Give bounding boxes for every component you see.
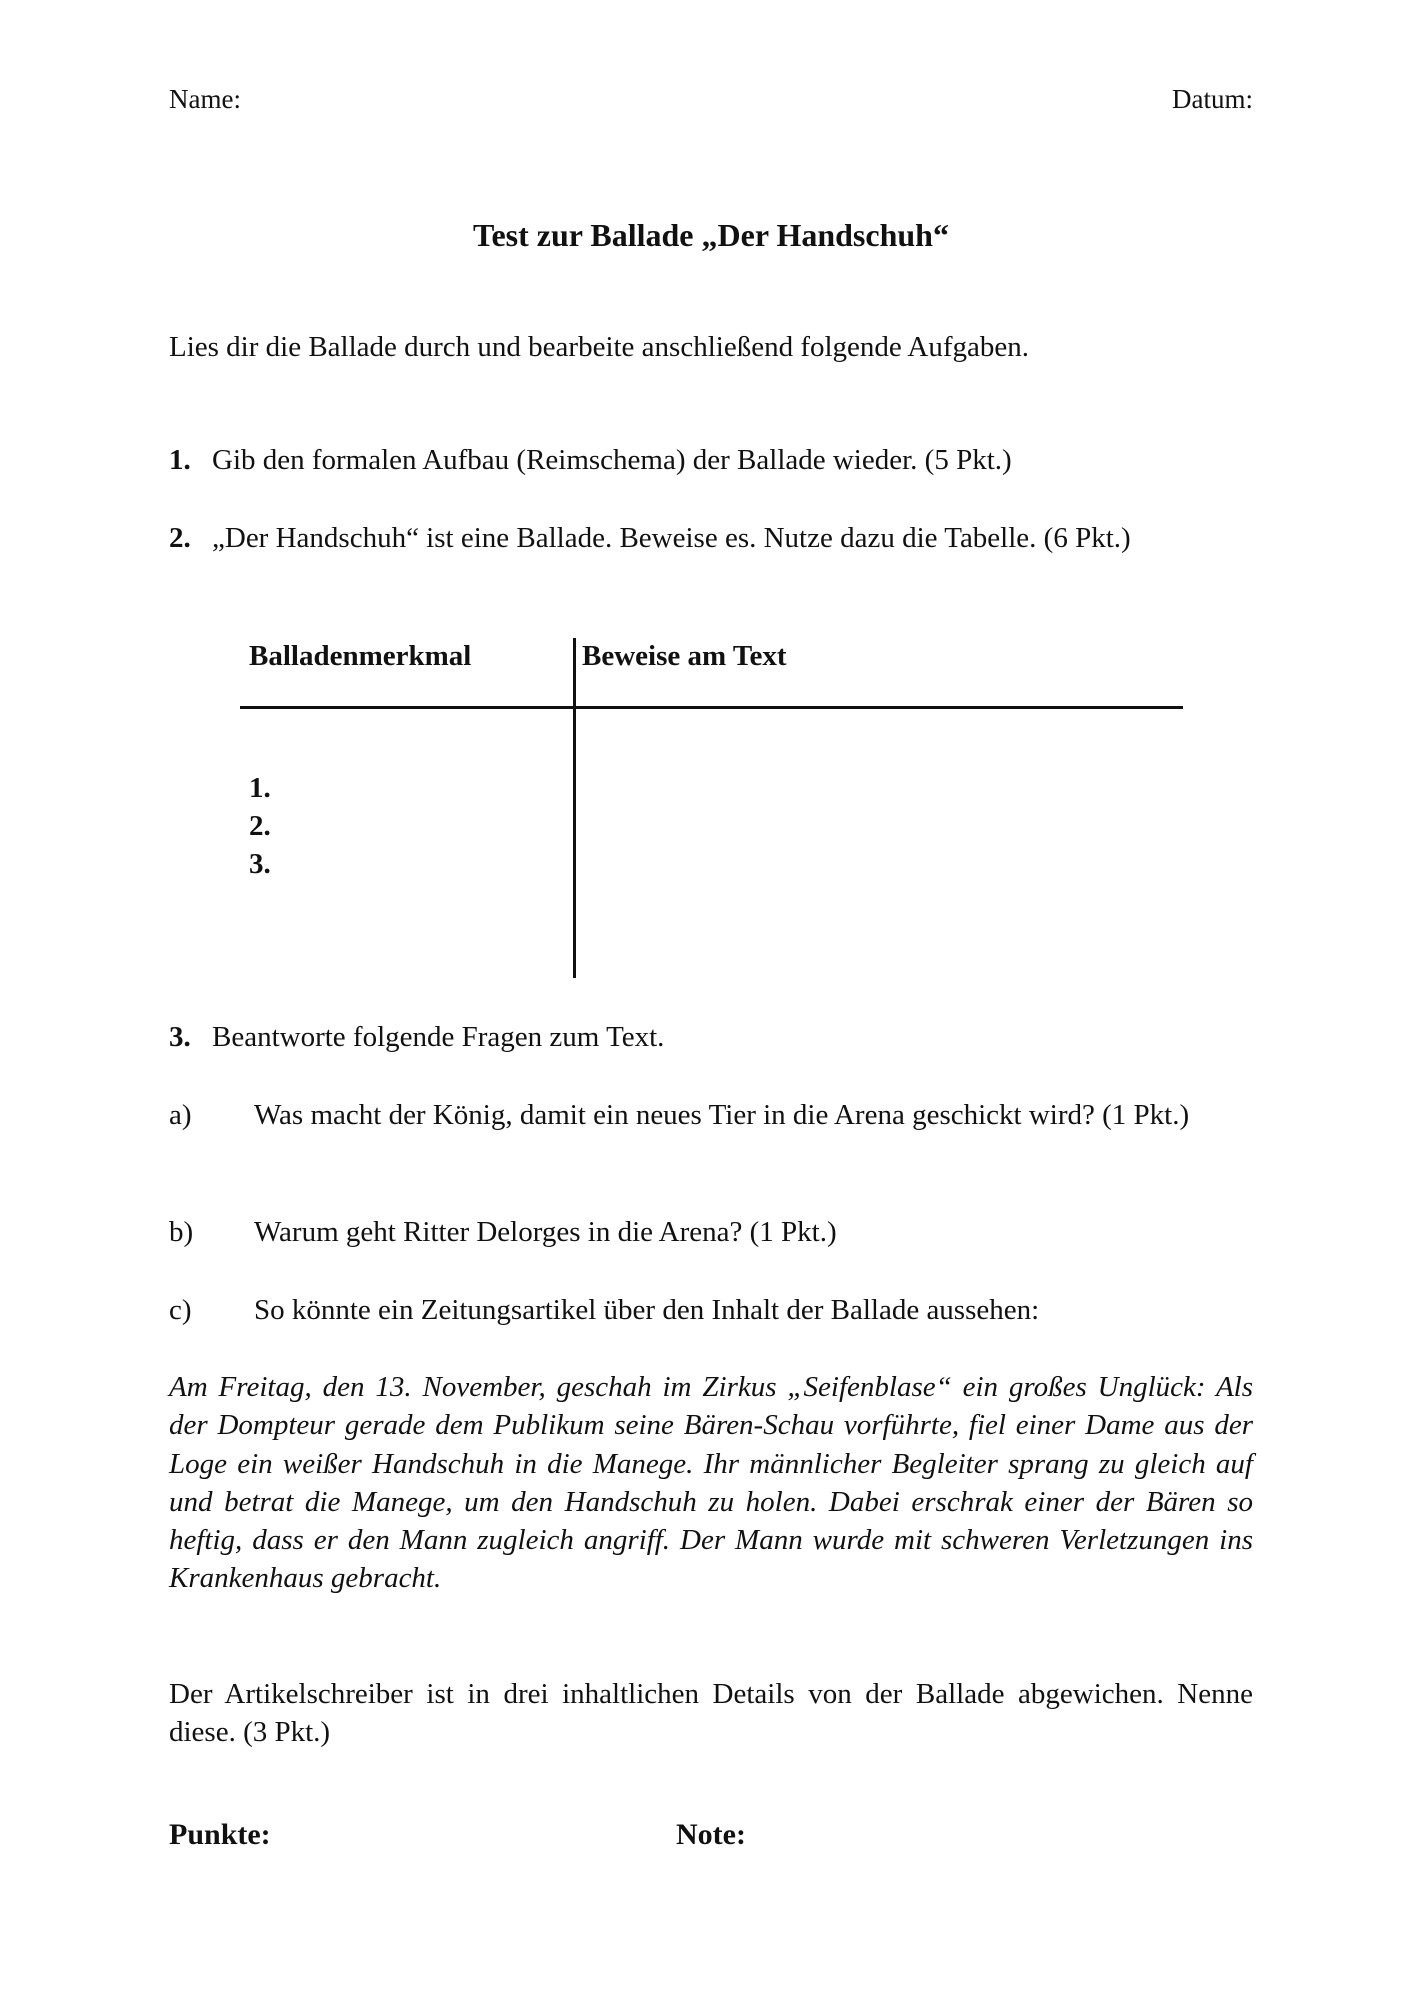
date-label: Datum:	[1172, 84, 1253, 114]
subquestion-letter: c)	[169, 1294, 192, 1326]
task-text: Gib den formalen Aufbau (Reimschema) der Ballade wieder. (5 Pkt.)	[212, 444, 1012, 476]
ballad-features-table	[240, 636, 1183, 978]
closing-instruction: Der Artikelschreiber ist in drei inhaltlichen Details von der Ballade abgewichen. Nenne diese. (3 Pkt.)	[169, 1678, 1253, 1748]
table-header-evidence: Beweise am Text	[582, 640, 787, 672]
task-1	[169, 444, 1012, 477]
newspaper-article: Am Freitag, den 13. November, geschah im Zirkus „Seifenblase“ ein großes Unglück: Als der Dompteur gerade dem Publikum seine Bären-Schau vorführte, fiel einer Dame aus der Loge ein weißer Handschuh in die Manege. Ihr männlicher Begleiter sprang zu gleich auf und betrat die Manege, um den Handschuh zu holen. Dabei erschrak einer der Bären so heftig, dass er den Mann zugleich angriff. Der Mann wurde mit schweren Verletzungen ins Krankenhaus gebracht.	[169, 1371, 1253, 1595]
table-row-numbers	[249, 769, 271, 883]
task-text: „Der Handschuh“ ist eine Ballade. Beweise es. Nutze dazu die Tabelle. (6 Pkt.)	[212, 522, 1131, 554]
points-label: Punkte:	[169, 1818, 271, 1851]
subquestion-text: Warum geht Ritter Delorges in die Arena? (1 Pkt.)	[254, 1216, 837, 1248]
task-text: Beantworte folgende Fragen zum Text.	[212, 1021, 665, 1053]
task-number: 1.	[169, 444, 191, 476]
task-number: 2.	[169, 522, 191, 554]
table-row-number: 3.	[249, 848, 271, 880]
subquestion-a	[169, 1096, 1253, 1134]
grade-label: Note:	[676, 1818, 746, 1851]
intro-text: Lies dir die Ballade durch und bearbeite anschließend folgende Aufgaben.	[169, 331, 1030, 363]
subquestion-c	[169, 1291, 1253, 1329]
page-title: Test zur Ballade „Der Handschuh“	[473, 217, 949, 253]
subquestion-letter: b)	[169, 1216, 194, 1248]
table-row-number: 2.	[249, 810, 271, 842]
task-2	[169, 522, 1131, 555]
task-number: 3.	[169, 1021, 191, 1053]
subquestion-text: So könnte ein Zeitungsartikel über den Inhalt der Ballade aussehen:	[254, 1294, 1040, 1326]
name-label: Name:	[169, 84, 241, 114]
subquestion-text: Was macht der König, damit ein neues Tier in die Arena geschickt wird? (1 Pkt.)	[254, 1099, 1190, 1131]
table-horizontal-rule	[240, 706, 1183, 709]
task-3	[169, 1021, 664, 1054]
worksheet-page	[169, 0, 1253, 2000]
table-row-number: 1.	[249, 772, 271, 804]
subquestion-letter: a)	[169, 1099, 192, 1131]
table-header-feature: Balladenmerkmal	[249, 640, 472, 672]
header	[169, 84, 1253, 115]
subquestion-b	[169, 1213, 1253, 1251]
table-vertical-rule	[573, 638, 576, 978]
